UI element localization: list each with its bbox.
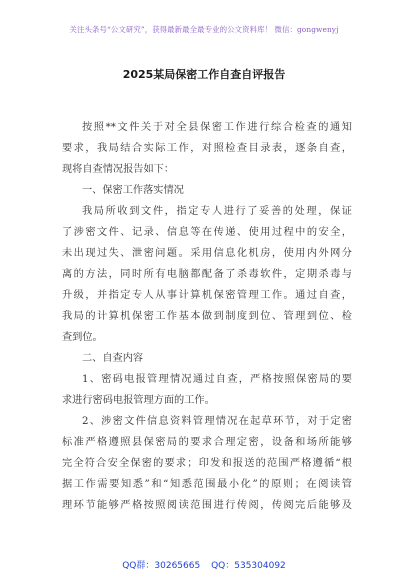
body-line: 我局的计算机保密工作基本做到制度到位、管理到位、检: [62, 311, 352, 322]
footer-contact: [0, 558, 408, 571]
body-line: 了涉密文件、记录、信息等在传递、使用过程中的安全，: [62, 227, 352, 238]
footer-qq-group: QQ群：30265665: [122, 561, 201, 571]
body-line: 要求，我局结合实际工作，对照检查目录表，逐条自查，: [62, 143, 352, 154]
body-line: 求进行密码电报管理方面的工作。: [62, 395, 215, 406]
document-title: 2025某局保密工作自查自评报告: [122, 68, 286, 81]
body-line: 升级，并指定专人从事计算机保密管理工作。通过自查，: [62, 290, 352, 301]
document-body: [62, 117, 352, 516]
body-line: 2、涉密文件信息资料管理情况在起草环节，对于定密: [82, 416, 352, 427]
body-line: 现将自查情况报告如下：: [62, 164, 175, 175]
body-line: 标准严格遵照县保密局的要求合理定密，设备和场所能够: [62, 437, 352, 448]
body-line: 离的方法，同时所有电脑都配备了杀毒软件，定期杀毒与: [62, 269, 352, 280]
body-line: 完全符合安全保密的要求；印发和报送的范围严格遵循“根: [62, 458, 352, 469]
section-heading: 二、自查内容: [82, 353, 144, 364]
body-line: 我局所收到文件，指定专人进行了妥善的处理，保证: [82, 206, 352, 217]
body-line: 查到位。: [62, 332, 103, 343]
body-line: 按照**文件关于对全县保密工作进行综合检查的通知: [82, 122, 352, 133]
section-heading: 一、保密工作落实情况: [82, 185, 184, 196]
body-line: 未出现过失、泄密问题。采用信息化机房，使用内外网分: [62, 248, 352, 259]
footer-qq-number: QQ：535304092: [211, 561, 286, 571]
body-line: 1、密码电报管理情况通过自查，严格按照保密局的要: [82, 374, 352, 385]
header-banner: 关注头条号“公文研究”，获得最新最全最专业的公文资料库！ 微信：gongwenyj: [69, 25, 339, 34]
body-line: 据工作需要知悉”和“知悉范围最小化”的原则；在阅读管: [62, 479, 352, 490]
body-line: 理环节能够严格按照阅读范围进行传阅，传阅完后能够及: [62, 500, 352, 511]
